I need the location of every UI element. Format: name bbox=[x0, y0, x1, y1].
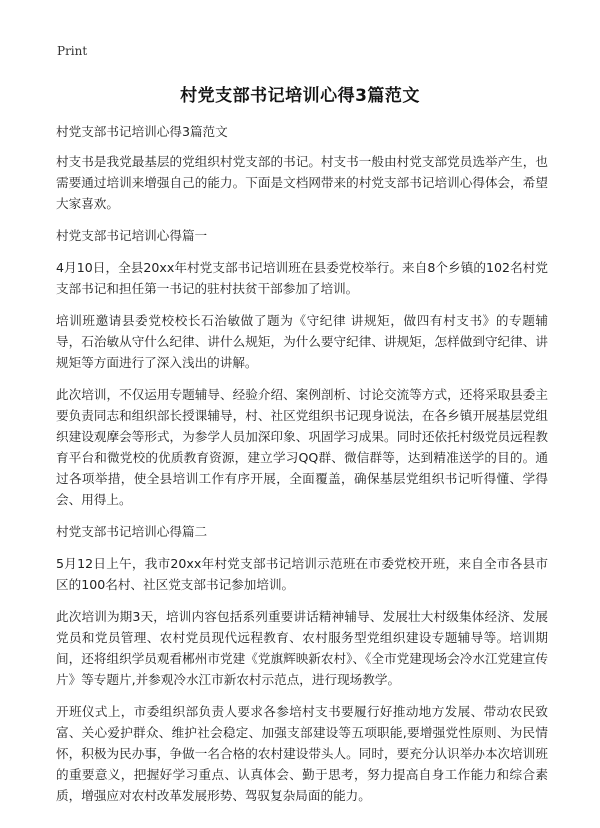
section-1-paragraph-2: 培训班邀请县委党校校长石治敏做了题为《守纪律 讲规矩，做四有村支书》的专题辅导，石治敏从守什么纪律、讲什么规矩，为什么要守纪律、讲规矩，怎样做到守纪律、讲规矩等方面进行了深入浅出的讲解。 bbox=[56, 313, 548, 370]
section-2-paragraph-2: 此次培训为期3天，培训内容包括系列重要讲话精神辅导、发展壮大村级集体经济、发展党员和党员管理、农村党员现代远程教育、农村服务型党组织建设专题辅导等。培训期间，还将组织学员观看郴州市党建《党旗辉映新农村》、《全市党建现场会冷水江党建宣传片》等专题片,并参观冷水江市新农村示范点，进行现场教学。 bbox=[56, 609, 548, 687]
page-title: 村党支部书记培训心得3篇范文 bbox=[180, 86, 420, 106]
section-2-paragraph-1: 5月12日上午，我市20xx年村党支部书记培训示范班在市委党校开班，来自全市各县市区的100名村、社区党支部书记参加培训。 bbox=[56, 556, 548, 592]
document-body bbox=[56, 121, 548, 817]
section-1-paragraph-1: 4月10日，全县20xx年村党支部书记培训班在县委党校举行。来自8个乡镇的102名村党支部书记和担任第一书记的驻村扶贫干部参加了培训。 bbox=[56, 260, 548, 296]
section-heading-1: 村党支部书记培训心得篇一 bbox=[56, 228, 208, 243]
section-2-paragraph-3: 开班仪式上，市委组织部负责人要求各参培村支书要履行好推动地方发展、带动农民致富、关心爱护群众、维护社会稳定、加强支部建设等五项职能,要增强党性原则、为民情怀，积极为民办事，争做一名合格的农村建设带头人。同时，要充分认识举办本次培训班的重要意义，把握好学习重点、认真体会、勤于思考，努力提高自身工作能力和综合素质，增强应对农村改革发展形势、驾驭复杂局面的能力。 bbox=[56, 704, 548, 803]
section-heading-2: 村党支部书记培训心得篇二 bbox=[56, 524, 208, 539]
intro-paragraph: 村支书是我党最基层的党组织村党支部的书记。村支书一般由村党支部党员选举产生，也需要通过培训来增强自己的能力。下面是文档网带来的村党支部书记培训心得体会，希望大家喜欢。 bbox=[56, 154, 548, 211]
document-subtitle: 村党支部书记培训心得3篇范文 bbox=[56, 124, 228, 139]
print-link[interactable]: Print bbox=[57, 44, 88, 58]
section-1-paragraph-3: 此次培训，不仅运用专题辅导、经验介绍、案例剖析、讨论交流等方式，还将采取县委主要负责同志和组织部长授课辅导，村、社区党组织书记现身说法，在各乡镇开展基层党组织建设观摩会等形式，为参学人员加深印象、巩固学习成果。同时还依托村级党员远程教育平台和微党校的优质教育资源，建立学习QQ群、微信群等，达到精准送学的目的。通过各项举措，使全县培训工作有序开展，全面覆盖，确保基层党组织书记听得懂、学得会、用得上。 bbox=[56, 387, 548, 507]
